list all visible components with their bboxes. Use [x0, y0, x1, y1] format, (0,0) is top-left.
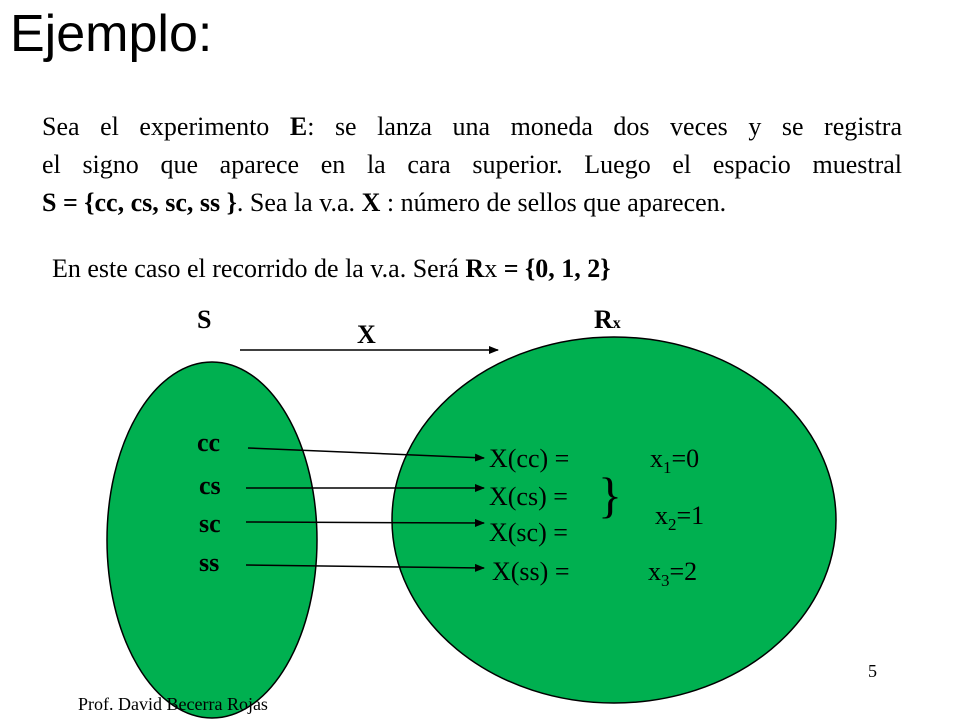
domain-set-label: S	[197, 305, 212, 334]
value-eq: =1	[676, 501, 705, 530]
value-x2	[655, 503, 704, 533]
value-eq: =0	[671, 444, 700, 473]
para-line-2: el signo que aparece en la cara superior. Luego el espacio muestral	[42, 150, 902, 179]
value-x1	[650, 446, 699, 476]
range-text: En este caso el recorrido de la v.a. Será	[52, 254, 466, 283]
random-variable-symbol: X	[361, 188, 381, 217]
sample-space: S = {cc, cs, sc, ss }	[42, 188, 237, 217]
value-subscript: 3	[661, 571, 670, 590]
domain-element-sc: sc	[199, 509, 221, 538]
para-text: Sea el experimento	[42, 112, 290, 141]
image-sc: X(sc) =	[489, 518, 568, 547]
value-subscript: 1	[663, 458, 672, 477]
value-var: x	[650, 444, 663, 473]
image-cc: X(cc) =	[489, 444, 570, 473]
mapping-label: X	[357, 320, 376, 349]
range-set-letter: R	[594, 305, 613, 334]
para-text: . Sea la v.a.	[236, 188, 362, 217]
value-eq: =2	[669, 557, 698, 586]
value-x3	[648, 559, 697, 589]
map-arrow-sc	[246, 522, 484, 523]
value-var: x	[648, 557, 661, 586]
para-text: : número de sellos que aparecen.	[380, 188, 727, 217]
value-subscript: 2	[668, 515, 677, 534]
image-ss: X(ss) =	[492, 557, 570, 586]
domain-element-cs: cs	[199, 471, 221, 500]
grouping-brace: }	[598, 467, 622, 523]
experiment-symbol: E	[289, 112, 308, 141]
domain-element-cc: cc	[197, 428, 221, 457]
slide-title: Ejemplo:	[10, 5, 213, 63]
domain-element-ss: ss	[199, 548, 220, 577]
value-var: x	[655, 501, 668, 530]
range-set-label	[594, 307, 621, 333]
footer-author: Prof. David Becerra Rojas	[78, 694, 268, 714]
image-cs: X(cs) =	[489, 482, 568, 511]
range-set: = {0, 1, 2}	[497, 254, 611, 283]
range-subscript: x	[484, 254, 498, 283]
page-number: 5	[868, 661, 877, 681]
domain-set-ellipse	[107, 362, 317, 718]
range-symbol: R	[465, 254, 485, 283]
para-text: : se lanza una moneda dos veces y se registra	[307, 112, 902, 141]
range-set-subscript: x	[612, 315, 621, 332]
